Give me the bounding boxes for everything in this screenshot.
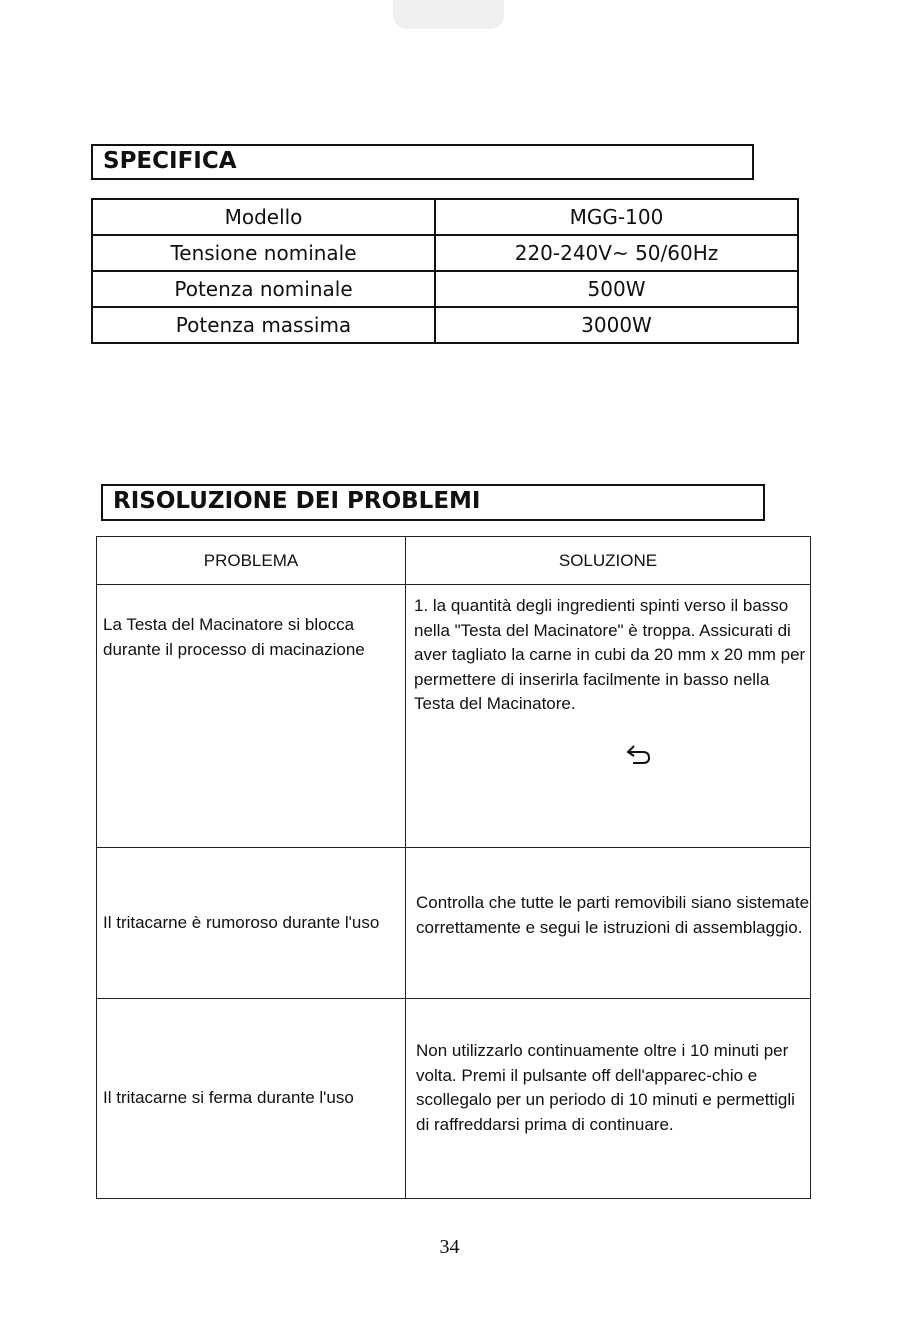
problem-cell — [97, 585, 406, 848]
spec-row-max-power — [92, 307, 798, 343]
return-arrow-icon — [624, 743, 654, 767]
top-tab-decoration — [393, 0, 504, 29]
spec-label: Potenza massima — [92, 307, 435, 343]
spec-value: MGG-100 — [435, 199, 798, 235]
problem-cell — [97, 999, 406, 1199]
spec-value: 3000W — [435, 307, 798, 343]
solution-text: 1. la quantità degli ingredienti spinti verso il basso nella "Testa del Macinatore" è troppa. Assicurati di aver tagliato la carne in cubi da 20 mm x 20 mm per permettere di inserirla facilmente in basso nella Testa del Macinatore. — [414, 596, 806, 713]
page-number: 34 — [439, 1236, 460, 1258]
table-row — [97, 999, 811, 1199]
solution-cell — [406, 848, 811, 999]
table-header-row — [97, 537, 811, 585]
spec-label: Modello — [92, 199, 435, 235]
spec-row-voltage — [92, 235, 798, 271]
table-row — [97, 848, 811, 999]
problem-cell — [97, 848, 406, 999]
specifica-table — [91, 198, 799, 344]
table-row — [97, 585, 811, 848]
spec-row-model — [92, 199, 798, 235]
spec-value: 220-240V~ 50/60Hz — [435, 235, 798, 271]
solution-text: Controlla che tutte le parti removibili siano sistemate correttamente e segui le istruzioni di assemblaggio. — [416, 893, 810, 937]
solution-column-header: SOLUZIONE — [406, 537, 811, 585]
solution-cell — [406, 585, 811, 848]
problem-text: Il tritacarne si ferma durante l'uso — [103, 1088, 354, 1108]
specifica-heading: SPECIFICA — [91, 144, 754, 180]
troubleshooting-heading: RISOLUZIONE DEI PROBLEMI — [101, 484, 765, 521]
solution-text: Non utilizzarlo continuamente oltre i 10 minuti per volta. Premi il pulsante off dell'apparec-chio e scollegalo per un periodo di 10 minuti e permettigli di raffreddarsi prima di continuare. — [416, 1041, 795, 1134]
problem-text: La Testa del Macinatore si blocca durante il processo di macinazione — [103, 615, 365, 659]
solution-cell — [406, 999, 811, 1199]
spec-value: 500W — [435, 271, 798, 307]
troubleshooting-table — [96, 536, 811, 1199]
problem-text: Il tritacarne è rumoroso durante l'uso — [103, 912, 380, 932]
spec-label: Tensione nominale — [92, 235, 435, 271]
spec-label: Potenza nominale — [92, 271, 435, 307]
problem-column-header: PROBLEMA — [97, 537, 406, 585]
spec-row-power — [92, 271, 798, 307]
